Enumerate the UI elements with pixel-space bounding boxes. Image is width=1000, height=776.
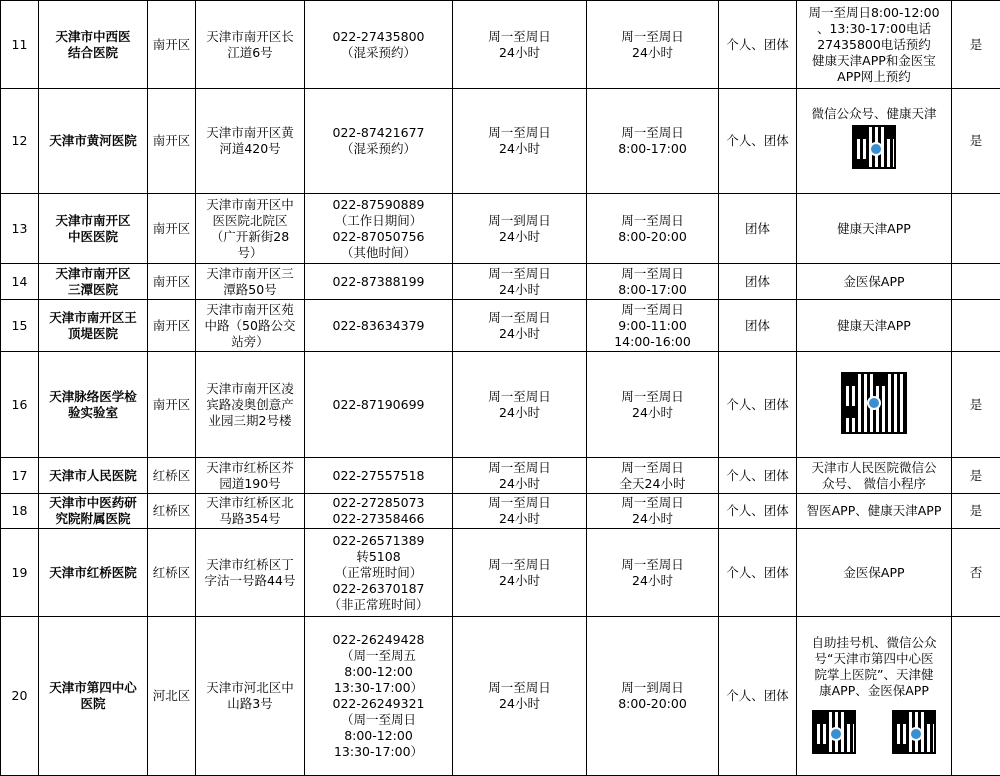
cell-district: [148, 617, 196, 776]
name-text: 天津市黄河医院: [41, 133, 145, 149]
no-text: 16: [3, 397, 36, 413]
no-text: 15: [3, 318, 36, 334]
cell-name: [39, 194, 148, 264]
cell-service: [719, 494, 797, 529]
report-time-text: 周一至周日 24小时: [589, 557, 716, 589]
report-time-text: 周一至周日 8:00-17:00: [589, 266, 716, 298]
district-text: 南开区: [150, 318, 193, 334]
cell-phone: [305, 494, 453, 529]
sample-time-text: 周一至周日 24小时: [455, 310, 584, 342]
service-text: 团体: [721, 318, 794, 334]
cell-phone: [305, 300, 453, 352]
cell-name: [39, 494, 148, 529]
cell-district: [148, 529, 196, 617]
table-row: [1, 300, 1000, 352]
cell-name: [39, 458, 148, 494]
sample-time-text: 周一到周日 24小时: [455, 213, 584, 245]
flag-text: 否: [954, 565, 998, 581]
cell-no: [1, 494, 39, 529]
sample-time-text: 周一至周日 24小时: [455, 29, 584, 61]
report-time-text: 周一至周日 8:00-17:00: [589, 125, 716, 157]
cell-name: [39, 617, 148, 776]
flag-text: 是: [954, 37, 998, 53]
name-text: 天津市人民医院: [41, 468, 145, 484]
phone-text: 022-26249428 （周一至周五 8:00-12:00 13:30-17:00） 022-26249321 （周一至周日 8:00-12:00 13:30-17:00）: [307, 632, 450, 760]
cell-name: [39, 264, 148, 300]
cell-report-time: [587, 617, 719, 776]
report-time-text: 周一至周日 9:00-11:00 14:00-16:00: [589, 302, 716, 350]
qr-code-icon: [841, 372, 907, 434]
sample-time-text: 周一至周日 24小时: [455, 389, 584, 421]
cell-district: [148, 264, 196, 300]
qr-code-icon: [812, 710, 856, 754]
service-text: 个人、团体: [721, 688, 794, 704]
phone-text: 022-83634379: [307, 318, 450, 334]
cell-sample-time: [453, 494, 587, 529]
no-text: 17: [3, 468, 36, 484]
cell-booking: [797, 264, 952, 300]
booking-text: 健康天津APP: [799, 221, 949, 237]
phone-text: 022-27557518: [307, 468, 450, 484]
cell-sample-time: [453, 300, 587, 352]
table-row: [1, 529, 1000, 617]
cell-district: [148, 458, 196, 494]
name-text: 天津市第四中心 医院: [41, 680, 145, 712]
booking-text: 健康天津APP: [799, 318, 949, 334]
phone-text: 022-87421677 （混采预约）: [307, 125, 450, 157]
cell-report-time: [587, 352, 719, 458]
address-text: 天津市南开区苑 中路（50路公交 站旁）: [198, 302, 302, 350]
sample-time-text: 周一至周日 24小时: [455, 680, 584, 712]
district-text: 南开区: [150, 397, 193, 413]
cell-service: [719, 529, 797, 617]
cell-sample-time: [453, 529, 587, 617]
service-text: 个人、团体: [721, 565, 794, 581]
service-text: 个人、团体: [721, 468, 794, 484]
cell-name: [39, 89, 148, 194]
address-text: 天津市河北区中 山路3号: [198, 680, 302, 712]
sample-time-text: 周一至周日 24小时: [455, 266, 584, 298]
district-text: 红桥区: [150, 468, 193, 484]
cell-sample-time: [453, 352, 587, 458]
cell-booking: [797, 617, 952, 776]
cell-report-time: [587, 300, 719, 352]
cell-flag: [952, 494, 1000, 529]
cell-address: [196, 194, 305, 264]
address-text: 天津市南开区三 潭路50号: [198, 266, 302, 298]
cell-sample-time: [453, 617, 587, 776]
service-text: 个人、团体: [721, 397, 794, 413]
booking-text: 天津市人民医院微信公 众号、 微信小程序: [799, 460, 949, 492]
district-text: 南开区: [150, 37, 193, 53]
cell-address: [196, 352, 305, 458]
table-row: [1, 352, 1000, 458]
cell-address: [196, 494, 305, 529]
district-text: 南开区: [150, 133, 193, 149]
cell-phone: [305, 352, 453, 458]
booking-text: 金医保APP: [799, 565, 949, 581]
booking-text: 金医保APP: [799, 274, 949, 290]
district-text: 南开区: [150, 221, 193, 237]
cell-service: [719, 300, 797, 352]
cell-no: [1, 1, 39, 89]
cell-report-time: [587, 494, 719, 529]
no-text: 20: [3, 688, 36, 704]
no-text: 19: [3, 565, 36, 581]
cell-name: [39, 529, 148, 617]
phone-text: 022-26571389 转5108 （正常班时间） 022-26370187 （非正常班时间）: [307, 533, 450, 613]
table-row: [1, 458, 1000, 494]
cell-sample-time: [453, 1, 587, 89]
cell-no: [1, 529, 39, 617]
booking-text: 微信公众号、健康天津: [799, 106, 949, 122]
cell-address: [196, 529, 305, 617]
address-text: 天津市南开区中 医医院北院区 （广开新街28 号）: [198, 197, 302, 261]
cell-district: [148, 494, 196, 529]
cell-booking: [797, 458, 952, 494]
sample-time-text: 周一至周日 24小时: [455, 557, 584, 589]
district-text: 红桥区: [150, 503, 193, 519]
cell-no: [1, 458, 39, 494]
qr-code-group: [799, 707, 949, 757]
cell-booking: [797, 529, 952, 617]
report-time-text: 周一至周日 8:00-20:00: [589, 213, 716, 245]
name-text: 天津市南开区 三潭医院: [41, 266, 145, 298]
qr-code-icon: [892, 710, 936, 754]
cell-phone: [305, 458, 453, 494]
cell-name: [39, 1, 148, 89]
cell-address: [196, 300, 305, 352]
cell-phone: [305, 89, 453, 194]
phone-text: 022-27435800 （混采预约）: [307, 29, 450, 61]
cell-booking: [797, 194, 952, 264]
flag-text: 是: [954, 397, 998, 413]
cell-no: [1, 617, 39, 776]
flag-text: 是: [954, 503, 998, 519]
cell-no: [1, 352, 39, 458]
cell-sample-time: [453, 458, 587, 494]
address-text: 天津市南开区黄 河道420号: [198, 125, 302, 157]
cell-flag: [952, 529, 1000, 617]
booking-text: 周一至周日8:00-12:00 、13:30-17:00电话 27435800电话预约 健康天津APP和金医宝 APP网上预约: [799, 5, 949, 85]
cell-phone: [305, 617, 453, 776]
cell-flag: [952, 300, 1000, 352]
no-text: 18: [3, 503, 36, 519]
cell-address: [196, 264, 305, 300]
cell-phone: [305, 529, 453, 617]
report-time-text: 周一至周日 全天24小时: [589, 460, 716, 492]
table-row: [1, 194, 1000, 264]
table-row: [1, 1, 1000, 89]
cell-service: [719, 352, 797, 458]
cell-flag: [952, 264, 1000, 300]
sample-time-text: 周一至周日 24小时: [455, 125, 584, 157]
cell-flag: [952, 352, 1000, 458]
sample-time-text: 周一至周日 24小时: [455, 460, 584, 492]
district-text: 红桥区: [150, 565, 193, 581]
cell-booking: [797, 300, 952, 352]
cell-phone: [305, 194, 453, 264]
cell-name: [39, 352, 148, 458]
address-text: 天津市红桥区北 马路354号: [198, 495, 302, 527]
cell-phone: [305, 264, 453, 300]
service-text: 个人、团体: [721, 37, 794, 53]
cell-flag: [952, 1, 1000, 89]
cell-report-time: [587, 89, 719, 194]
cell-flag: [952, 458, 1000, 494]
phone-text: 022-87190699: [307, 397, 450, 413]
no-text: 12: [3, 133, 36, 149]
service-text: 个人、团体: [721, 503, 794, 519]
phone-text: 022-27285073 022-27358466: [307, 495, 450, 527]
report-time-text: 周一至周日 24小时: [589, 389, 716, 421]
cell-address: [196, 617, 305, 776]
booking-text: 智医APP、健康天津APP: [799, 503, 949, 519]
cell-no: [1, 89, 39, 194]
qr-code-icon: [852, 125, 896, 169]
cell-district: [148, 300, 196, 352]
name-text: 天津市南开区 中医医院: [41, 213, 145, 245]
cell-report-time: [587, 529, 719, 617]
cell-no: [1, 194, 39, 264]
cell-no: [1, 300, 39, 352]
cell-booking: [797, 89, 952, 194]
cell-address: [196, 458, 305, 494]
cell-phone: [305, 1, 453, 89]
cell-booking: [797, 352, 952, 458]
cell-sample-time: [453, 194, 587, 264]
cell-flag: [952, 89, 1000, 194]
report-time-text: 周一至周日 24小时: [589, 29, 716, 61]
district-text: 南开区: [150, 274, 193, 290]
cell-district: [148, 352, 196, 458]
table-row: [1, 264, 1000, 300]
cell-report-time: [587, 194, 719, 264]
cell-service: [719, 458, 797, 494]
cell-sample-time: [453, 264, 587, 300]
cell-report-time: [587, 264, 719, 300]
cell-service: [719, 89, 797, 194]
flag-text: 是: [954, 133, 998, 149]
report-time-text: 周一至周日 24小时: [589, 495, 716, 527]
cell-service: [719, 194, 797, 264]
cell-district: [148, 1, 196, 89]
table-row: [1, 617, 1000, 776]
phone-text: 022-87388199: [307, 274, 450, 290]
cell-service: [719, 264, 797, 300]
cell-booking: [797, 494, 952, 529]
service-text: 个人、团体: [721, 133, 794, 149]
flag-text: 是: [954, 468, 998, 484]
cell-district: [148, 194, 196, 264]
no-text: 13: [3, 221, 36, 237]
sample-time-text: 周一至周日 24小时: [455, 495, 584, 527]
cell-district: [148, 89, 196, 194]
no-text: 14: [3, 274, 36, 290]
phone-text: 022-87590889 （工作日期间） 022-87050756 （其他时间）: [307, 197, 450, 261]
cell-name: [39, 300, 148, 352]
report-time-text: 周一到周日 8:00-20:00: [589, 680, 716, 712]
cell-report-time: [587, 458, 719, 494]
address-text: 天津市南开区长 江道6号: [198, 29, 302, 61]
cell-booking: [797, 1, 952, 89]
cell-report-time: [587, 1, 719, 89]
name-text: 天津市南开区王 顶堤医院: [41, 310, 145, 342]
name-text: 天津脉络医学检 验实验室: [41, 389, 145, 421]
district-text: 河北区: [150, 688, 193, 704]
booking-text: 自助挂号机、微信公众 号“天津市第四中心医 院掌上医院”、天津健 康APP、金医保APP: [799, 635, 949, 699]
cell-service: [719, 617, 797, 776]
name-text: 天津市中医药研 究院附属医院: [41, 495, 145, 527]
cell-address: [196, 89, 305, 194]
cell-service: [719, 1, 797, 89]
table-body: [1, 1, 1000, 776]
address-text: 天津市红桥区丁 字沽一号路44号: [198, 557, 302, 589]
cell-flag: [952, 617, 1000, 776]
no-text: 11: [3, 37, 36, 53]
table-row: [1, 494, 1000, 529]
service-text: 团体: [721, 274, 794, 290]
cell-no: [1, 264, 39, 300]
cell-address: [196, 1, 305, 89]
cell-sample-time: [453, 89, 587, 194]
address-text: 天津市南开区凌 宾路凌奥创意产 业园三期2号楼: [198, 381, 302, 429]
address-text: 天津市红桥区芥 园道190号: [198, 460, 302, 492]
cell-flag: [952, 194, 1000, 264]
service-text: 团体: [721, 221, 794, 237]
name-text: 天津市中西医 结合医院: [41, 29, 145, 61]
name-text: 天津市红桥医院: [41, 565, 145, 581]
table-row: [1, 89, 1000, 194]
